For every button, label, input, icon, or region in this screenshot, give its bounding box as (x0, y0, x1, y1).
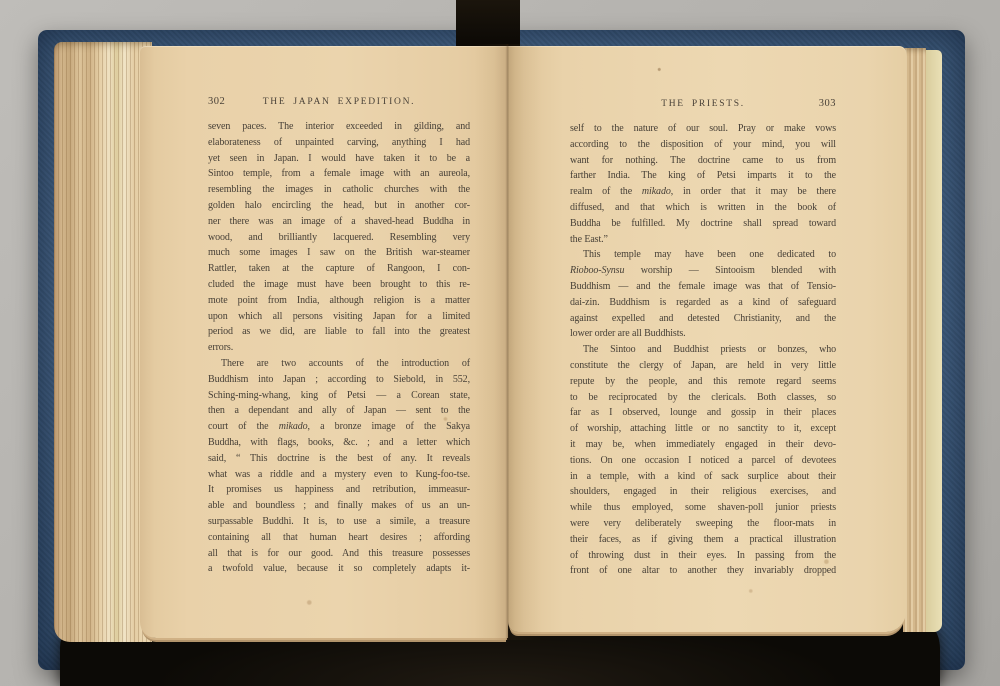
text-line: ner there was an image of a shaved-head Buddha in (208, 215, 470, 227)
left-page-header (208, 96, 470, 107)
text-line: while thus employed, some shaven-poll junior priests (570, 502, 836, 514)
text-line: to be reciprocated by the clericals. Both classes, so (570, 391, 836, 403)
text-line: what was a riddle and a mystery even to Kung-foo-tse. (208, 468, 470, 480)
left-page-edges (54, 42, 152, 642)
right-page-body (570, 121, 836, 579)
text-line: Buddha be fulfilled. My doctrine shall spread toward (570, 217, 836, 229)
text-line: shoulders, engaged in their religious exercises, and (570, 486, 836, 498)
text-line: repute by the people, and this remote regard seems (570, 375, 836, 387)
left-page (140, 46, 508, 638)
spine-gap-shadow (456, 0, 520, 52)
text-line: able and boundless ; and finally makes of us an un- (208, 500, 470, 512)
text-line: dai-zin. Buddhism is regarded as a kind of safeguard (570, 296, 836, 308)
text-line: resembling the images in catholic churches with the (208, 184, 470, 196)
text-line: errors. (208, 342, 234, 354)
text-line: farther India. The king of Petsi imparts it to the (570, 170, 836, 182)
text-line: Rattler, taken at the capture of Rangoon, I con- (208, 263, 470, 275)
text-line: It promises us happiness and retribution, immeasur- (208, 484, 470, 496)
left-page-number: 302 (208, 96, 226, 107)
text-line: containing all that human heart desires ; affording (208, 531, 470, 543)
text-line: tions. On one occasion I noticed a parcel of devotees (570, 454, 836, 466)
right-page-edges (903, 48, 926, 632)
text-line: constitute the clergy of Japan, are held in very little (570, 359, 836, 371)
text-line: elaborateness of unpainted carving, anything I had (208, 136, 470, 148)
text-line: Buddhism — and the female image was that of Tensio- (570, 280, 836, 292)
text-line: of worship, attaching little or no sanctity to it, except (570, 423, 836, 435)
text-line: much some images I saw on the British war-steamer (208, 247, 470, 259)
text-line: said, “ This doctrine is the best of any. It reveals (208, 452, 470, 464)
text-line: court of the mikado, a bronze image of the Sakya (208, 421, 471, 433)
left-running-header: THE JAPAN EXPEDITION. (262, 97, 416, 107)
text-line: the East.” (570, 233, 608, 245)
text-line: then a dependant and ally of Japan — sent to the (208, 405, 470, 417)
text-line: against expelled and detested Christianity, and the (570, 312, 836, 324)
text-line: cluded the image must have been brought to this re- (208, 278, 470, 290)
text-line: were very deliberately sweeping the floor-mats in (570, 517, 836, 529)
text-line: golden halo encircling the head, but in another cor- (208, 199, 470, 211)
text-line: Sching-ming-whang, king of Petsi — a Corean state, (208, 389, 470, 401)
text-line: realm of the mikado, in order that it may be there (570, 186, 836, 198)
text-line: a twofold value, because it so completely adapts it- (208, 563, 470, 575)
right-endpaper (925, 50, 942, 632)
text-line: in a temple, with a kind of sack surplice about their (570, 470, 836, 482)
text-line: Buddha, with flags, books, &c. ; and a letter which (208, 436, 470, 448)
text-line: it may be, when immediately engaged in their devo- (570, 438, 836, 450)
text-line: seven paces. The interior exceeded in gilding, and (208, 121, 470, 132)
right-running-header: THE PRIESTS. (661, 99, 745, 109)
text-line: Buddhism into Japan ; according to Siebold, in 552, (208, 373, 470, 385)
text-line: This temple may have been one dedicated to (583, 249, 836, 261)
text-line: front of one altar to another they invariably dropped (570, 565, 836, 577)
text-line: The Sintoo and Buddhist priests or bonzes, who (583, 344, 836, 356)
text-line: wood, and brilliantly lacquered. Resembling very (208, 231, 470, 243)
text-line: yet seen in Japan. I would have taken it to be a (208, 152, 470, 164)
text-line: of throwing dust in their eyes. In passing from the (570, 549, 836, 561)
right-page (508, 46, 906, 632)
text-line: Rioboo-Synsu worship — Sintooism blended with (570, 265, 836, 277)
text-line: their faces, as if giving them a practical illustration (570, 533, 836, 545)
left-page-body (208, 119, 470, 577)
text-line: surpassable Buddhi. It is, to use a simile, a treasure (208, 515, 470, 527)
text-line: want for nothing. The doctrine came to us from (570, 154, 836, 166)
text-line: all that is for our good. And this treasure possesses (208, 547, 470, 559)
text-line: lower order are all Buddhists. (570, 328, 686, 340)
right-page-header (570, 98, 836, 109)
text-line: period as we did, are liable to fall into the greatest (208, 326, 470, 338)
right-page-number: 303 (818, 98, 836, 109)
text-line: diffused, and that which is written in the book of (570, 201, 836, 213)
text-line: upon which all persons visiting Japan for a limited (208, 310, 470, 322)
text-line: according to the disposition of your mind, you will (570, 138, 836, 150)
text-line: far as I observed, lounge and gossip in their places (570, 407, 836, 419)
text-line: mote point from India, although religion is a matter (208, 294, 470, 306)
text-line: There are two accounts of the introduction of (221, 357, 470, 369)
text-line: Sintoo temple, from a female image with an aureola, (208, 168, 470, 180)
text-line: self to the nature of our soul. Pray or make vows (570, 123, 836, 134)
